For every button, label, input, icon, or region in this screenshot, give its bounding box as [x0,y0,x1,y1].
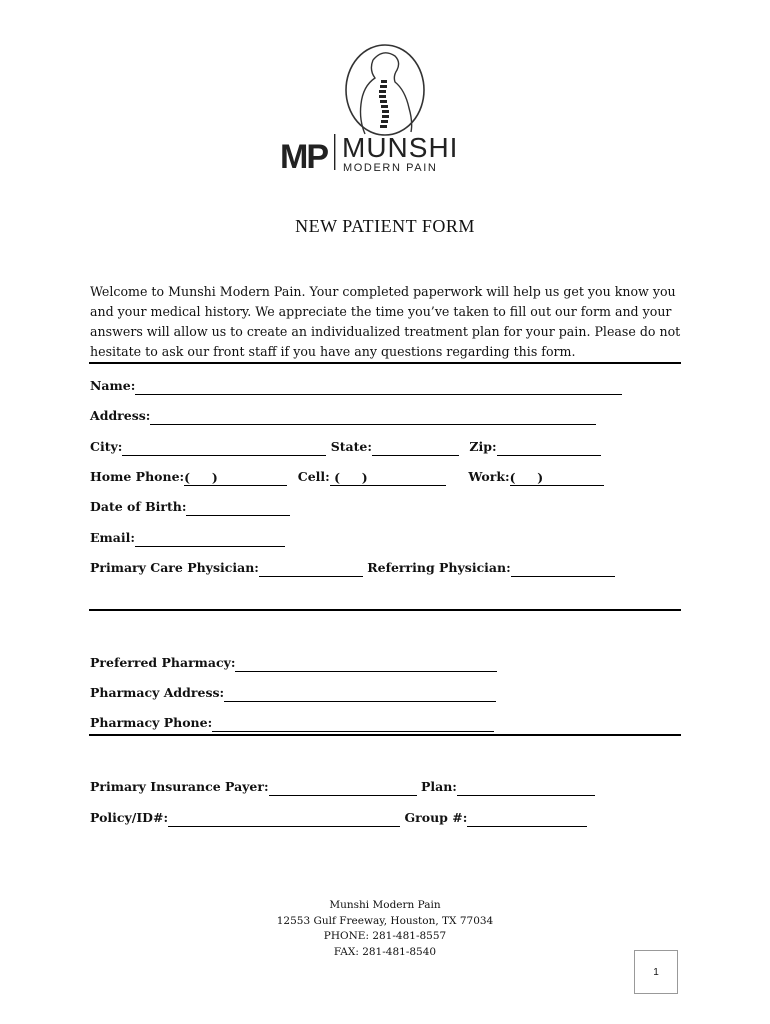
pharmacy-phone-field[interactable] [212,717,494,732]
email-field[interactable] [135,532,285,547]
city-field[interactable] [122,441,326,456]
intro-line: hesitate to ask our front staff if you have any questions regarding this form. [90,344,576,359]
name-row [90,377,622,395]
city-label: City: [90,439,123,454]
pharmacy-phone-label: Pharmacy Phone: [90,715,213,730]
email-row [90,529,285,547]
address-row [90,407,596,425]
logo-brand: MUNSHI [342,132,459,163]
pcp-field[interactable] [259,562,363,577]
pharmacy-address-row [90,684,496,702]
work-label: Work: [468,469,510,484]
group-label: Group #: [404,810,468,825]
cell-field[interactable]: ( ) [329,470,447,485]
footer-address: 12553 Gulf Freeway, Houston, TX 77034 [276,914,494,927]
cell-label: Cell: [297,469,330,484]
zip-label: Zip: [469,439,497,454]
insurance-row [90,778,595,796]
logo-tagline: MODERN PAIN [343,162,438,174]
address-label: Address: [90,408,151,423]
preferred-pharmacy-field[interactable] [235,657,497,672]
preferred-pharmacy-label: Preferred Pharmacy: [90,655,236,670]
name-field[interactable] [135,380,622,395]
clinic-logo [270,40,500,180]
home-phone-field[interactable]: ( ) [184,470,288,485]
referring-label: Referring Physician: [367,560,511,575]
logo-initials: MP [280,138,327,176]
physician-row [90,559,615,577]
zip-field[interactable] [497,441,601,456]
intro-line: Welcome to Munshi Modern Pain. Your completed paperwork will help us get you know you [90,284,676,299]
intro-paragraph [90,282,685,362]
policy-row [90,809,587,827]
pharmacy-address-field[interactable] [224,687,496,702]
spine-silhouette-icon [270,40,500,180]
section-divider [89,362,681,364]
dob-label: Date of Birth: [90,499,187,514]
dob-row [90,498,290,516]
section-divider [89,734,681,736]
plan-label: Plan: [420,779,457,794]
intro-line: and your medical history. We appreciate the time you’ve taken to fill out our form and your [90,304,672,319]
footer-fax: FAX: 281-481-8540 [333,945,437,958]
pharmacy-phone-row [90,714,494,732]
intro-line: answers will allow us to create an individualized treatment plan for your pain. Please do not [90,324,681,339]
section-divider [89,609,681,611]
phone-row [90,468,604,486]
pcp-label: Primary Care Physician: [90,560,259,575]
pharmacy-address-label: Pharmacy Address: [90,685,225,700]
name-label: Name: [90,378,136,393]
group-field[interactable] [467,812,587,827]
state-field[interactable] [372,441,459,456]
state-label: State: [330,439,372,454]
address-field[interactable] [150,410,596,425]
home-phone-label: Home Phone: [90,469,185,484]
policy-field[interactable] [168,812,400,827]
insurance-payer-label: Primary Insurance Payer: [90,779,269,794]
email-label: Email: [90,530,135,545]
form-title: NEW PATIENT FORM [295,216,475,236]
footer-phone: PHONE: 281-481-8557 [323,930,447,942]
referring-field[interactable] [511,562,615,577]
dob-field[interactable] [186,501,290,516]
policy-label: Policy/ID#: [90,810,169,825]
city-state-zip-row [90,438,601,456]
pharmacy-row [90,654,497,672]
work-field[interactable]: ( ) [509,470,605,485]
plan-field[interactable] [457,781,595,796]
footer-name: Munshi Modern Pain [329,899,441,911]
page-number: 1 [634,950,678,994]
insurance-payer-field[interactable] [269,781,417,796]
